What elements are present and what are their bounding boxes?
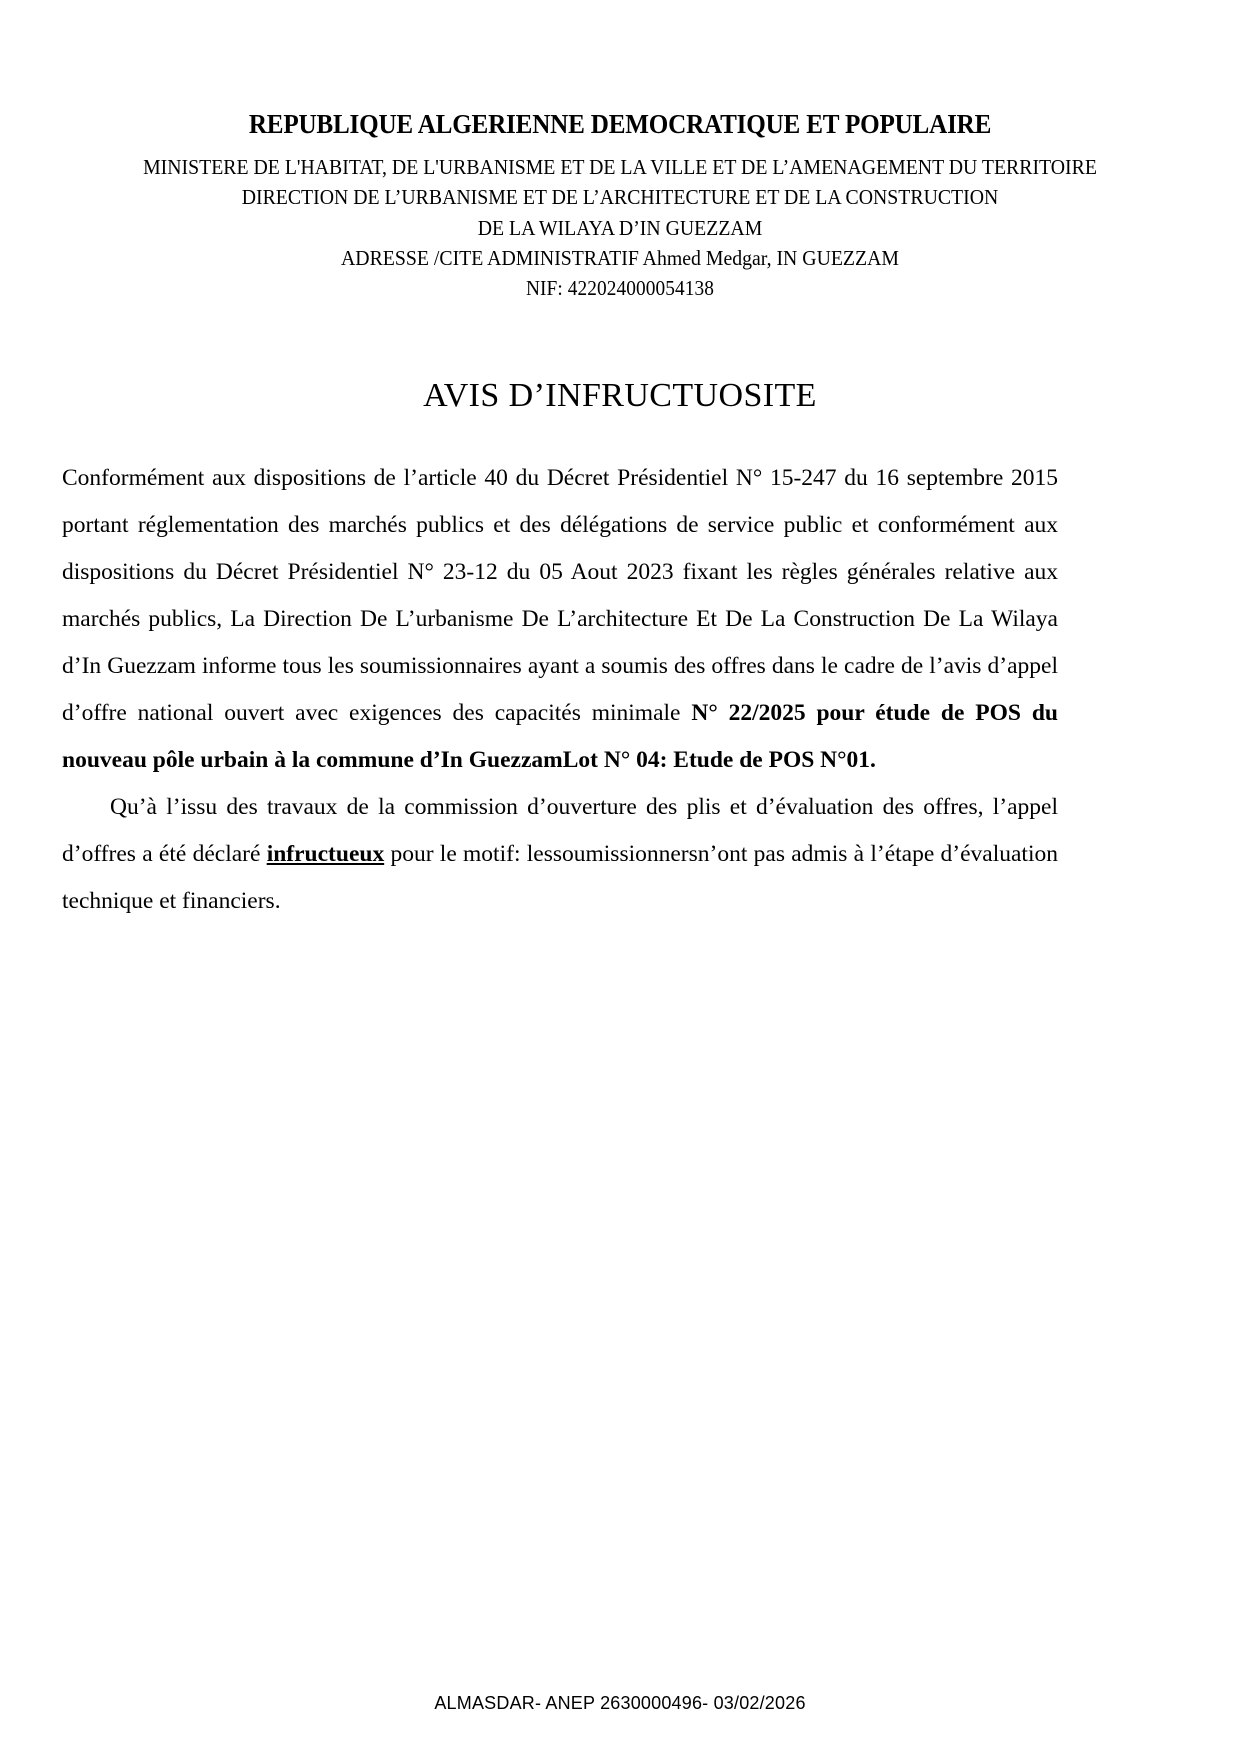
wilaya-line: DE LA WILAYA D’IN GUEZZAM [477,215,763,240]
paragraph-outcome [62,784,1058,925]
address-line: ADRESSE /CITE ADMINISTRATIF Ahmed Medgar, IN GUEZZAM [341,246,899,271]
page-title: AVIS D’INFRUCTUOSITE [423,377,817,414]
tender-reference-bold: N° 22/2025 pour étude de POS du nouveau pôle urbain à la commune d’In GuezzamLot N° 04: Etude de POS N°01. [62,700,1058,773]
ministry-line: MINISTERE DE L'HABITAT, DE L'URBANISME ET DE LA VILLE ET DE L’AMENAGEMENT DU TERRITOIRE [143,154,1097,179]
outcome-status-emphasis: infructueux [266,841,385,867]
nif-line: NIF: 422024000054138 [525,275,715,300]
footer-reference: ALMASDAR- ANEP 2630000496- 03/02/2026 [434,1693,806,1713]
republic-heading: REPUBLIQUE ALGERIENNE DEMOCRATIQUE ET POPULAIRE [248,109,992,139]
document-body [62,455,1058,925]
paragraph-legal-basis [62,455,1058,784]
direction-line: DIRECTION DE L’URBANISME ET DE L’ARCHITECTURE ET DE LA CONSTRUCTION [241,185,999,210]
document-header [60,108,1180,304]
paragraph-outcome-text-start: Qu’à l’issu des travaux de la commission d’ouverture des plis et d’évaluation des offres, l’appel d’offres a été déclaré [62,794,1058,867]
paragraph-outcome-text-end: pour le motif: lessoumissionnersn’ont pas admis à l’étape d’évaluation technique et financiers. [62,841,1058,914]
paragraph-legal-basis-text: Conformément aux dispositions de l’article 40 du Décret Présidentiel N° 15-247 du 16 septembre 2015 portant réglementation des marchés publics et des délégations de service public et conformément aux dispositions du Décret Présidentiel N° 23-12 du 05 Aout 2023 fixant les règles générales relative aux marchés publics, La Direction De L’urbanisme De L’architecture Et De La Construction De La Wilaya d’In Guezzam informe tous les soumissionnaires ayant a soumis des offres dans le cadre de l’avis d’appel d’offre national ouvert avec exigences des capacités minimale [62,465,1058,726]
